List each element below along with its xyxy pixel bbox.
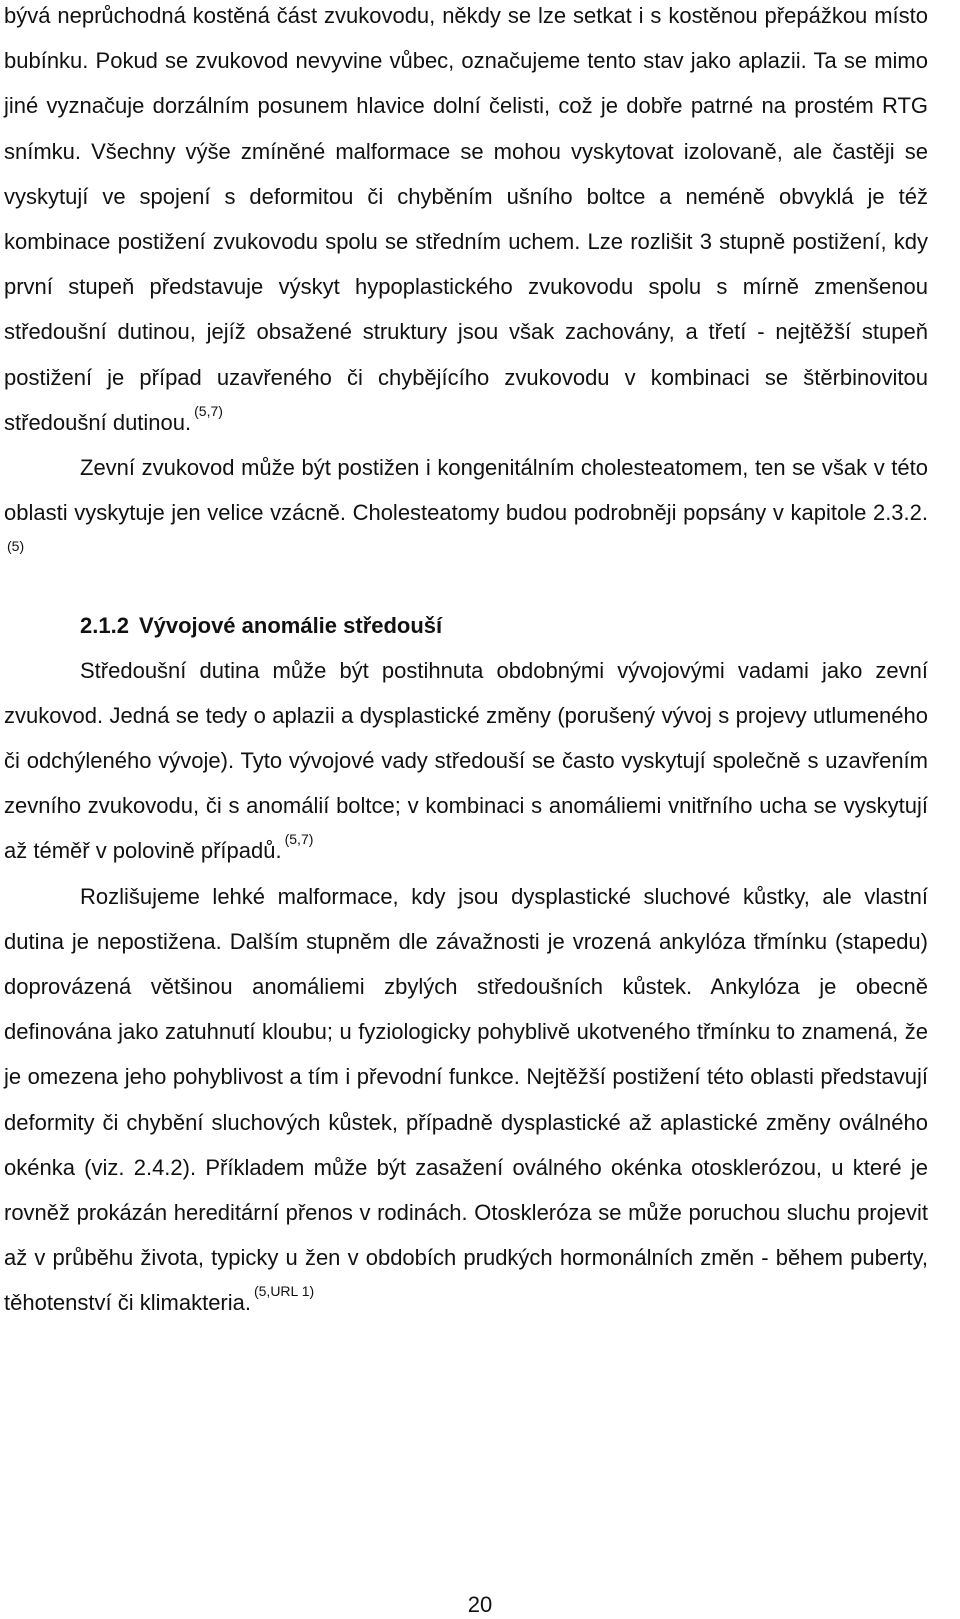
section-heading xyxy=(4,603,928,648)
section-title: Vývojové anomálie středouší xyxy=(138,612,443,638)
paragraph-4-text: Rozlišujeme lehké malformace, kdy jsou dysplastické sluchové kůstky, ale vlastní dutina je nepostižena. Dalším stupněm dle závažnosti je vrozená ankylóza třmínku (stapedu) doprovázená většinou anomáliemi zbylých středoušních kůstek. Ankylóza je obecně definována jako zatuhnutí kloubu; u fyziologicky pohyblivě ukotveného třmínku to znamená, že je omezena jeho pohyblivost a tím i převodní funkce. Nejtěžší postižení této oblasti představují deformity či chybění sluchových kůstek, případně dysplastické až aplastické změny oválného okénka (viz. 2.4.2). Příkladem může být zasažení oválného okénka otosklerózou, u které je rovněž prokázán hereditární přenos v rodinách. Otoskleróza se může poruchou sluchu projevit až v průběhu života, typicky u žen v obdobích prudkých hormonálních změn - během puberty, těhotenství či klimakteria. xyxy=(4,883,928,1316)
citation-ref: (5,7) xyxy=(284,831,314,848)
paragraph-1 xyxy=(4,0,928,445)
paragraph-2 xyxy=(4,445,928,581)
section-number: 2.1.2 xyxy=(80,612,129,638)
paragraph-3 xyxy=(4,648,928,874)
citation-ref: (5,7) xyxy=(194,402,223,419)
paragraph-4 xyxy=(4,874,928,1326)
page-number: 20 xyxy=(467,1592,493,1617)
citation-ref: (5) xyxy=(7,538,25,555)
citation-ref: (5,URL 1) xyxy=(253,1283,315,1300)
paragraph-3-text: Středoušní dutina může být postihnuta obdobnými vývojovými vadami jako zevní zvukovod. Jedná se tedy o aplazii a dysplastické změny (porušený vývoj s projevy utlumeného či odchýleného vývoje). Tyto vývojové vady středouší se často vyskytují společně s uzavřením zevního zvukovodu, či s anomálií boltce; v kombinaci s anomáliemi vnitřního ucha se vyskytují až téměř v polovině případů. xyxy=(4,657,928,864)
paragraph-1-text: bývá neprůchodná kostěná část zvukovodu, někdy se lze setkat i s kostěnou přepážkou místo bubínku. Pokud se zvukovod nevyvine vůbec, označujeme tento stav jako aplazii. Ta se mimo jiné vyznačuje dorzálním posunem hlavice dolní čelisti, což je dobře patrné na prostém RTG snímku. Všechny výše zmíněné malformace se mohou vyskytovat izolovaně, ale častěji se vyskytují ve spojení s deformitou či chyběním ušního boltce a neméně obvyklá je též kombinace postižení zvukovodu spolu se středním uchem. Lze rozlišit 3 stupně postižení, kdy první stupeň představuje výskyt hypoplastického zvukovodu spolu s mírně zmenšenou středoušní dutinou, jejíž obsažené struktury jsou však zachovány, a třetí - nejtěžší stupeň postižení je případ uzavřeného či chybějícího zvukovodu v kombinaci se štěrbinovitou středoušní dutinou. xyxy=(4,3,928,435)
paragraph-2-text: Zevní zvukovod může být postižen i kongenitálním cholesteatomem, ten se však v této oblasti vyskytuje jen velice vzácně. Cholesteatomy budou podrobněji popsány v kapitole 2.3.2. xyxy=(4,455,928,526)
document-page xyxy=(4,0,928,1326)
